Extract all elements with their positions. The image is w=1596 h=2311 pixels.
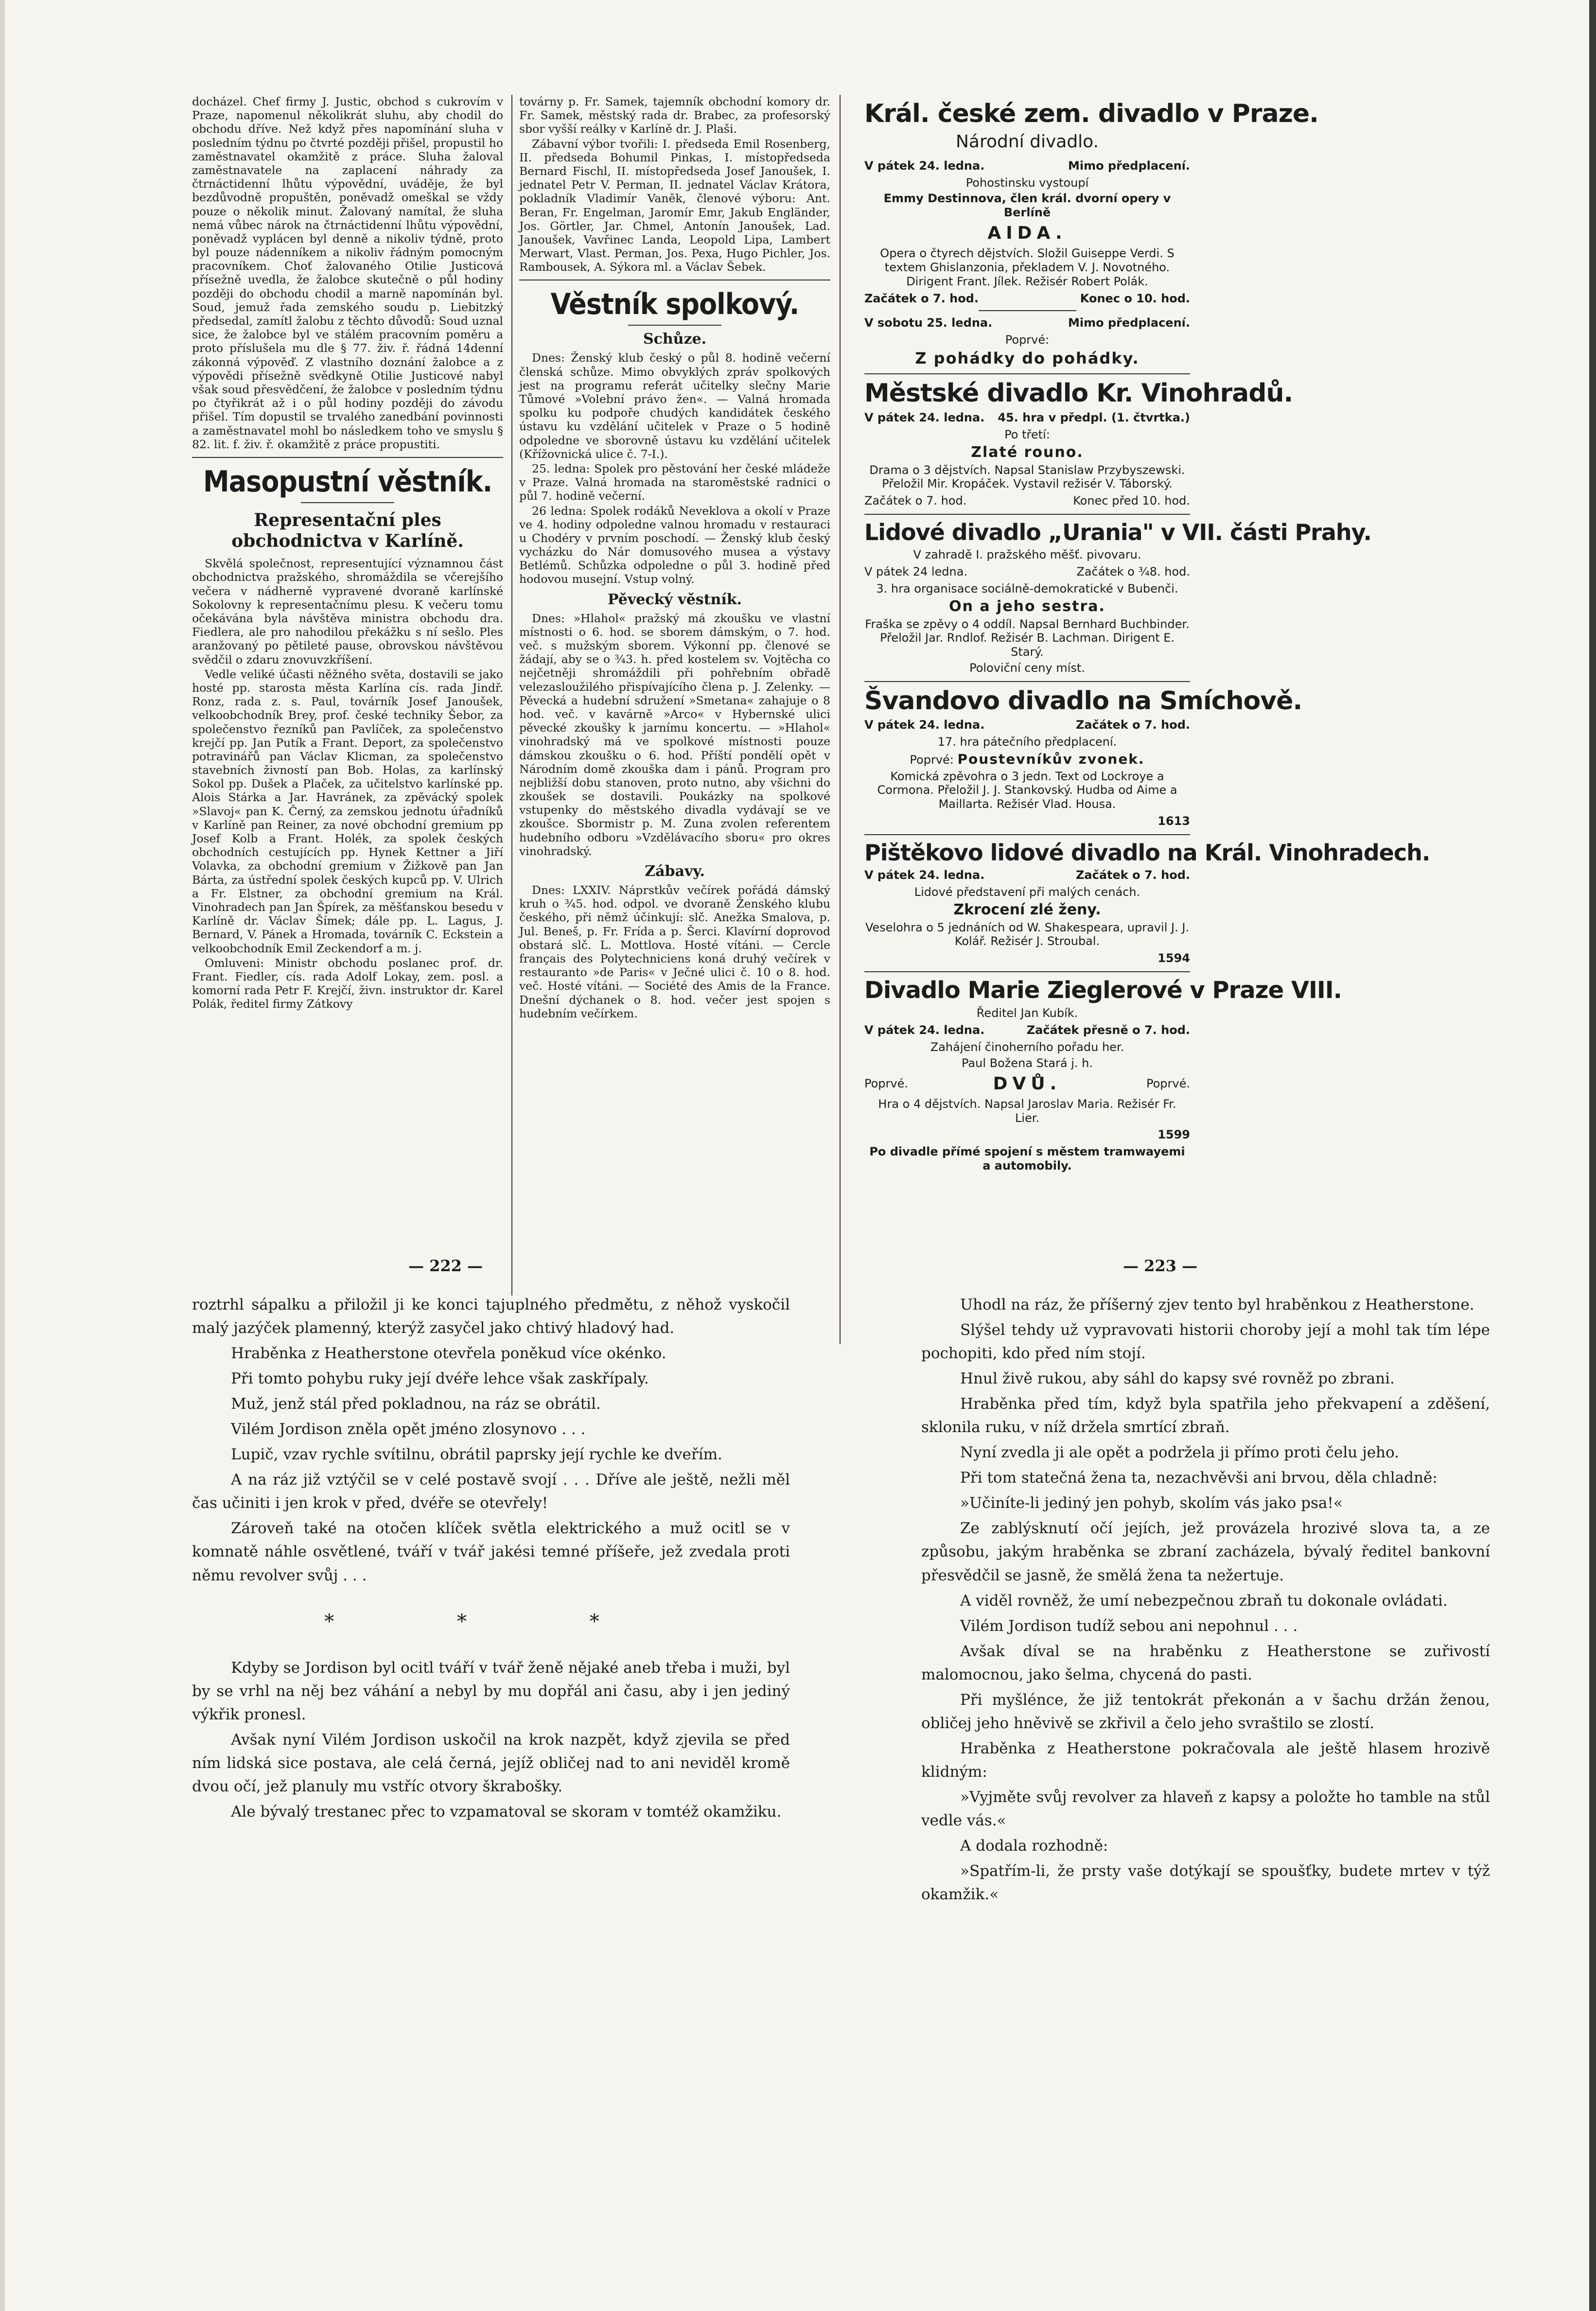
notice-paragraph: Dnes: Ženský klub český o půl 8. hodině večerní členská schůze. Mimo obvyklých zpráv spolkových jest na programu referát učitelky slečny Marie Tůmové »Volební právo žen«. — Valná hromada spolku ku podpoře chudých kandidátek českého ústavu ku vzdělání učitelek v Praze o 5 hodině odpoledne ve sborovně ústavu ku vzdělání učitelek (Křížovnická ulice č. 7-I.). (519, 351, 830, 461)
page-number-left: — 222 — (408, 1257, 483, 1275)
story-paragraph: Slýšel tehdy už vypravovati historii choroby její a mohl tak tím lépe pochopiti, kdo před ním stojí. (921, 1321, 1490, 1363)
date-row (864, 565, 1190, 579)
divider (301, 502, 394, 503)
time-row (864, 494, 1190, 508)
column-3-theatres (864, 95, 1430, 1175)
column-rule (511, 95, 512, 1296)
story-paragraph: Ze zablýsknutí očí jejích, jež provázela hrozivé slova ta, a ze způsobu, jakým hraběnka se zbraní zacházela, bývalý ředitel bankovní přesvědčil se jasně, že smělá žena ta nežertuje. (921, 1520, 1490, 1584)
story-paragraph: Hnul živě rukou, aby sáhl do kapsy své rovněž po zbrani. (960, 1370, 1395, 1388)
play-details: Drama o 3 dějstvích. Napsal Stanislaw Przybyszewski. Přeložil Mir. Kropáček. Vystavil režisér V. Táborský. (869, 463, 1185, 491)
theatre-listing-urania (864, 519, 1371, 675)
subheading-schuze: Schůze. (643, 331, 707, 348)
date: V sobotu 25. ledna. (864, 316, 993, 330)
date-row (864, 718, 1190, 732)
premiere-label: Poprvé: (1005, 333, 1050, 347)
info-line: Lidové představení při malých cenách. (914, 885, 1140, 899)
story-paragraph: A dodala rozhodně: (960, 1837, 1108, 1855)
start-time: Začátek o 7. hod. (864, 494, 967, 508)
serial-story-right (921, 1293, 1490, 1908)
ad-number: 1599 (1158, 1128, 1190, 1142)
theatre-listing-svandovo (864, 686, 1302, 828)
director: Ředitel Jan Kubík. (976, 1006, 1078, 1020)
date-row (864, 316, 1190, 330)
date-row (864, 411, 1190, 425)
story-paragraph: Uhodl na ráz, že příšerný zjev tento byl hraběnkou z Heatherstone. (960, 1296, 1474, 1313)
column-2 (519, 95, 830, 1021)
story-paragraph: A viděl rovněž, že umí nebezpečnou zbraň tu dokonale ovládati. (960, 1592, 1448, 1610)
story-paragraph: Při tomto pohybu ruky její dvéře lehce však zaskřípaly. (231, 1370, 649, 1388)
story-paragraph: Při tom statečná žena ta, nezachvěvši ani brvou, děla chladně: (960, 1469, 1438, 1487)
ad-number-row (864, 1128, 1190, 1142)
serial-story-left (192, 1293, 790, 1825)
divider (628, 325, 721, 326)
story-paragraph: Hraběnka z Heatherstone otevřela poněkud více okénko. (231, 1345, 666, 1363)
info-line: Pohostinsku vystoupí (965, 175, 1089, 190)
story-paragraph: Zároveň také na otočen klíček světla elektrického a muž ocitl se v komnatě náhle osvětlené, tváří v tvář jakési temné příšeře, jež zvedala proti němu revolver svůj . . . (192, 1520, 790, 1584)
info-line: 17. hra pátečního předplacení. (937, 735, 1117, 749)
play-title: Poustevníkův zvonek. (957, 751, 1145, 767)
subheading-zabavy: Zábavy. (645, 863, 705, 880)
play-details: Veselohra o 5 jednáních od W. Shakespeara, upravil J. J. Kolář. Režisér J. Stroubal. (865, 920, 1190, 948)
start-time: Začátek o 7. hod. (1076, 868, 1190, 882)
story-paragraph: Ale bývalý trestanec přec to vzpamatoval se skoram v tomtéž okamžiku. (231, 1803, 782, 1821)
date: V pátek 24. ledna. (864, 158, 985, 173)
article-paragraph: Omluveni: Ministr obchodu poslanec prof. dr. Frant. Fiedler, cís. rada Adolf Lokay, zem. posl. a komorní rada Petr F. Krejčí, živn. instruktor dr. Karel Polák, ředitel firmy Zátkovy (192, 956, 503, 1011)
guest-artist: Emmy Destinnova, člen král. dvorní opery v Berlíně (883, 192, 1171, 220)
article-title: Representační ples obchodnictva v Karlíně. (231, 509, 464, 552)
ad-number: 1594 (1158, 951, 1190, 965)
performance-number: 45. hra v předpl. (1. čtvrtka.) (998, 410, 1190, 424)
play-title: On a jeho sestra. (949, 597, 1105, 615)
story-paragraph: Vilém Jordison tudíž sebou ani nepohnul . . . (960, 1617, 1298, 1635)
info-line: 3. hra organisace sociálně-demokratické v Bubenči. (876, 581, 1178, 595)
story-paragraph: Kdyby se Jordison byl ocitl tváří v tvář ženě nějaké aneb třeba i muži, byl by se vrhl na něj bez váhání a nebyl by mu dopřál ani času, aby i jen jediný výkřik pronesl. (192, 1659, 790, 1723)
page-number-right: — 223 — (1123, 1257, 1198, 1275)
third-label: Po třetí: (1004, 427, 1050, 441)
article-paragraph: Vedle veliké účasti něžného světa, dostavili se jako hosté pp. starosta města Karlína cís. rada Jindř. Ronz, rada z. s. Paul, továrník Josef Janoušek, velkoobchodník Brey, prof. české techniky Šebor, za společenstvo řezníků pan Pavlíček, za společenstvo krejčí pp. Jan Putík a Frant. Deport, za společenstvo potravinářů pan Václav Klicman, za společenstvo stavebních živností pan Bob. Holas, za karlínský Sokol pp. Dušek a Plaček, za učitelstvo karlínské pp. Alois Stárka a Jar. Havránek, za zpěvácký spolek »Slavoj« pan K. Černý, za zemskou jednotu úřadníků v Karlíně pan Reiner, za nové obchodní gremium pp Josef Kolb a Frant. Holék, za spolek českých obchodních cestujících pp. Hynek Kettner a Jiří Volavka, za obchodní gremium v Žižkově pan Jan Bárta, za ústřední spolek českých kupců pp. V. Ulrich a Fr. Elstner, za obchodní gremium na Král. Vinohradech pan Jan Špírek, za měšťanskou besedu v Karlíně dr. Václav Šímek; dále pp. L. Lagus, J. Bernard, V. Pánek a Hromada, továrník C. Eckstein a velkoobchodník Emil Zeckendorf a m. j. (192, 667, 503, 955)
ad-number-row (864, 951, 1190, 965)
divider (864, 834, 1190, 835)
premiere-label: Poprvé. (864, 1076, 908, 1090)
story-paragraph: Hraběnka z Heatherstone pokračovala ale ještě hlasem hrozivě klidným: (921, 1739, 1490, 1781)
date-row (864, 159, 1190, 173)
play-details: Hra o 4 dějstvích. Napsal Jaroslav Maria. Režisér Fr. Lier. (878, 1097, 1176, 1125)
court-report-paragraph: docházel. Chef firmy J. Justic, obchod s cukrovím v Praze, napomenul několikrát sluhu, aby chodil do obchodu dříve. Než když přes napomínání sluha v posledním týdnu po čtvrté později přišel, propustil ho zaměstnavatel okamžitě z práce. Sluha žaloval zaměstnavatele na zaplacení náhrady za čtrnáctidenní lhůtu výpovědní, uváděje, že byl bezdůvodně propuštěn, poněvadž omeškal se vždy pouze o několik minut. Žalovaný namítal, že sluha nemá vůbec nárok na čtrnáctidenní lhůtu výpovědní, poněvadž vyplácen byl denně a nikoliv týdně, proto byl pouze nádenníkem a nikoliv řádným pomocným pracovníkem. Choť žalovaného Otilie Justicová přísežně uvedla, že žalobce skutečně o půl hodiny později do obchodu chodil a marně napomínán byl. Soud, jemuž řada zemského soudu p. Liebitzký předsedal, zamítl žalobu z těchto důvodů: Soud uznal sice, že žalobce byl ve stálém pracovním poměru a proto příslušela mu dle § 77. živ. ř. řádná 14denní zákonná výpověď. Z vlastního doznání žalobce a z výpovědi přísežně svědkyně Otilie Justicové nabyl však soud přesvědčení, že žalobce v posledním týdnu po čtyřikrát až i o půl hodiny později do závodu přišel. Tím dopustil se trvalého zanedbání povinnosti a zaměstnavatel mohl bo následkem toho ve smyslu § 82. lit. f. živ. ř. okamžitě z práce propustiti. (192, 95, 503, 451)
story-paragraph: Při myšlénce, že již tentokrát překonán a v šachu držán ženou, obličej jeho hněvivě se zkřivil a čelo jeho svraštilo se zlostí. (921, 1691, 1490, 1732)
story-paragraph: »Spatřím-li, že prsty vaše dotýkají se spoušťky, budete mrtev v týž okamžik.« (921, 1862, 1490, 1904)
divider (192, 457, 503, 458)
date: V pátek 24. ledna. (864, 1023, 985, 1037)
notice-paragraph: 26 ledna: Spolek rodáků Neveklova a okolí v Praze ve 4. hodiny odpoledne valnou hromadu v restauraci u Chodéry v prvním poschodí. — Ženský klub český vycházku do Nár domusového musea a výstavy Betlémů. Schůzka odpoledne o půl 3. hodině před hodovou musejní. Vstup volný. (519, 504, 830, 586)
info-line: Paul Božena Stará j. h. (962, 1056, 1093, 1070)
story-paragraph: Muž, jenž stál před pokladnou, na ráz se obrátil. (231, 1395, 601, 1413)
theatre-name: Král. české zem. divadlo v Praze. (864, 99, 1318, 128)
theatre-listing-pistekovo (864, 839, 1430, 965)
section-heading-spolkovy: Věstník spolkový. (550, 287, 799, 322)
ad-number-row (864, 814, 1190, 828)
theatre-subname: Národní divadlo. (955, 131, 1099, 152)
theatre-name: Pištěkovo lidové divadlo na Král. Vinohradech. (864, 839, 1430, 866)
divider (864, 681, 1190, 682)
divider (979, 310, 1076, 311)
story-paragraph: A na ráz již vztýčil se v celé postavě svojí . . . Dříve ale ještě, nežli měl čas učiniti i jen krok v před, dvéře se otevřely! (192, 1471, 790, 1512)
story-paragraph: Vilém Jordison zněla opět jméno zlosynovo . . . (231, 1420, 586, 1438)
play-title: Zkrocení zlé ženy. (953, 901, 1101, 918)
transport-note: Po divadle přímé spojení s městem tramwayemi a automobily. (869, 1145, 1185, 1173)
column-rule (840, 95, 841, 1344)
story-paragraph: Avšak díval se na hraběnku z Heatherstone se zuřivostí malomocnou, jako šelma, chycená do pasti. (921, 1642, 1490, 1683)
ad-number: 1613 (1158, 814, 1190, 828)
start-time: Začátek přesně o 7. hod. (1026, 1023, 1190, 1037)
story-paragraph: »Učiníte-li jediný jen pohyb, skolím vás jako psa!« (960, 1494, 1343, 1512)
section-break-stars: * * * (324, 1610, 658, 1633)
info-line: Zahájení činoherního pořadu her. (930, 1040, 1124, 1054)
premiere-label: Poprvé. (1146, 1076, 1190, 1090)
premiere-row (864, 1073, 1190, 1094)
date-row (864, 868, 1190, 882)
info-line: Poloviční ceny míst. (969, 661, 1085, 675)
time-row (864, 292, 1190, 306)
theatre-name: Švandovo divadlo na Smíchově. (864, 686, 1302, 716)
date: V pátek 24. ledna. (864, 718, 985, 732)
divider (864, 373, 1190, 374)
date: V pátek 24. ledna. (864, 410, 985, 424)
theatre-name: Lidové divadlo „Urania" v VII. části Prahy. (864, 519, 1371, 545)
play-details: Fraška se zpěvy o 4 oddíl. Napsal Bernhard Buchbinder. Přeložil Jar. Rndlof. Režisér B. Lachman. Dirigent E. Starý. (865, 617, 1190, 659)
theatre-listing-vinohrady (864, 379, 1293, 508)
start-time: Začátek o ¾8. hod. (1076, 565, 1190, 578)
theatre-name: Městské divadlo Kr. Vinohradů. (864, 379, 1293, 408)
end-time: Konec o 10. hod. (1080, 291, 1190, 305)
premiere-play (864, 751, 1190, 768)
divider (864, 514, 1190, 515)
theatre-name: Divadlo Marie Zieglerové v Praze VIII. (864, 977, 1342, 1004)
story-paragraph: Hraběnka před tím, když byla spatřila jeho překvapení a zděšení, sklonila ruku, v níž držela smrtící zbraň. (921, 1395, 1490, 1436)
page-edge-left (0, 0, 5, 2311)
subheading-pevecky: Pěvecký věstník. (608, 591, 742, 608)
premiere-label: Poprvé: (910, 753, 954, 767)
page-edge-right (1589, 0, 1596, 2311)
start-time: Začátek o 7. hod. (864, 291, 979, 305)
notice-paragraph: Dnes: LXXIV. Náprstkův večírek pořádá dámský kruh o ¾5. hod. odpol. ve dvoraně Ženského klubu českého, při němž účinkují: slč. Anežka Smalova, p. Jul. Beneš, p. Fr. Frída a p. Šerci. Klavírní doprovod obstará slč. L. Mottlova. Hosté vítáni. — Cercle français des Polytechniciens koná druhý večírek v restauranto »de Paris« v Ječné ulici č. 10 o 8. hod. več. Hosté vítáni. — Société des Amis de la France. Dnešní dýchanek o 8. hod. večer jest spojen s hudebním večírkem. (519, 883, 830, 1020)
article-paragraph: Skvělá společnost, representující významnou část obchodnictva pražského, shromáždila se včerejšího večera v nádherně vypravené dvoraně karlínské Sokolovny k representačnímu plesu. K večeru tomu očekávána byla návštěva ministra obchodu dra. Fiedlera, ale pro nahodilou překážku s ní sešlo. Ples aranžovaný po pětileté pause, obrovskou návštěvou svědčil o zdaru znovuvzkříšení. (192, 557, 503, 666)
date: V pátek 24. ledna. (864, 868, 985, 882)
play-title: Zlaté rouno. (971, 443, 1084, 461)
play-title: AIDA. (987, 223, 1067, 243)
theatre-listing-zieglerova (864, 977, 1342, 1173)
story-paragraph: Nyní zvedla ji ale opět a podržela ji přímo proti čelu jeho. (960, 1444, 1399, 1462)
article-paragraph: továrny p. Fr. Samek, tajemník obchodní komory dr. Fr. Samek, městský rada dr. Brabec, za profesorský sbor vyšší reálky v Karlíně dr. J. Plaši. (519, 95, 830, 136)
start-time: Začátek o 7. hod. (1076, 718, 1190, 732)
divider (864, 971, 1190, 972)
play-title: DVŮ. (993, 1073, 1062, 1094)
column-1 (192, 95, 503, 1012)
date-row (864, 1023, 1190, 1037)
play-title: Z pohádky do pohádky. (915, 349, 1140, 368)
story-paragraph: »Vyjměte svůj revolver za hlaveň z kapsy a položte ho tamble na stůl vedle vás.« (921, 1788, 1490, 1829)
end-time: Konec před 10. hod. (1073, 494, 1190, 508)
committee-list: Zábavní výbor tvořili: I. předseda Emil Rosenberg, II. předseda Bohumil Pinkas, I. místopředseda Bernard Fischl, II. místopředseda Josef Janoušek, I. jednatel Petr V. Perman, II. jednatel Václav Krátora, pokladník Vladimír Vaněk, členové výboru: Ant. Beran, Fr. Engelman, Jaromír Emr, Jakub Engländer, Jos. Görtler, Jar. Chmel, Antonín Janoušek, Lad. Janoušek, Vavřinec Landa, Leopold Lipa, Lambert Merwart, Vlast. Perman, Jos. Pexa, Hugo Pichler, Jos. Rambousek, A. Sýkora ml. a Václav Šebek. (519, 137, 830, 274)
date: V pátek 24 ledna. (864, 565, 968, 578)
play-details: Komická zpěvohra o 3 jedn. Text od Lockroye a Cormona. Přeložil J. J. Stankovský. Hudba od Aime a Maillarta. Režisér Vlad. Housa. (877, 769, 1177, 811)
section-heading-masopust: Masopustní věstník. (203, 464, 492, 499)
subscription: Mimo předplacení. (1068, 158, 1190, 173)
story-paragraph: Avšak nyní Vilém Jordison uskočil na krok nazpět, když zjevila se před ním lidská sice postava, ale celá černá, jejíž obličej nad to ani neviděl kromě dvou očí, jež planuly mu vstříc otvory škrabošky. (192, 1731, 790, 1795)
subscription: Mimo předplacení. (1068, 316, 1190, 330)
venue: V zahradě I. pražského měšť. pivovaru. (913, 548, 1141, 562)
play-details: Opera o čtyrech dějstvích. Složil Guiseppe Verdi. S textem Ghislanzonia, překladem V. J. Novotného. Dirigent Frant. Jílek. Režisér Robert Polák. (880, 246, 1175, 288)
notice-paragraph: Dnes: »Hlahol« pražský má zkoušku ve vlastní místnosti o 6. hod. se sborem dámským, o 7. hod. več. s mužským sborem. Výkonní pp. členové se žádají, aby se o ¾3. h. před kostelem sv. Vojtěcha co nejčetněji shromáždili při pohřebním obřadě velezasloužilého přispívajícího člena p. J. Zelenky. — Pěvecká a hudební sdružení »Smetana« zahajuje o 8 hod. več. v kavárně »Arco« v Hybernské ulici pěvecké zkoušky k jarnímu koncertu. — »Hlahol« vinohradský má ve spolkové místnosti pouze dámskou zkoušku o 6. hod. Příští pondělí opět v Národním domě zkouška dam i pánů. Program pro nejbližší dobu stanoven, proto nutno, aby všichni do zkoušek se dostavili. Poukázky na spolkové vstupenky do městského divadla vydávají se ve zkoušce. Sbormistr p. M. Zuna zvolen referentem hudebního odboru »Vzdělávacího sboru« pro okres vinohradský. (519, 611, 830, 858)
story-paragraph: roztrhl sápalku a přiložil ji ke konci tajuplného předmětu, z něhož vyskočil malý jazýček plamenný, kterýž zasyčel jako chtivý hladový had. (192, 1296, 790, 1337)
story-paragraph: Lupič, vzav rychle svítilnu, obrátil paprsky její rychle ke dveřím. (231, 1446, 722, 1464)
notice-paragraph: 25. ledna: Spolek pro pěstování her české mládeže v Praze. Valná hromada na staroměstské radnici o půl 7. hodině večerní. (519, 461, 830, 503)
theatre-listing-national (864, 99, 1318, 368)
